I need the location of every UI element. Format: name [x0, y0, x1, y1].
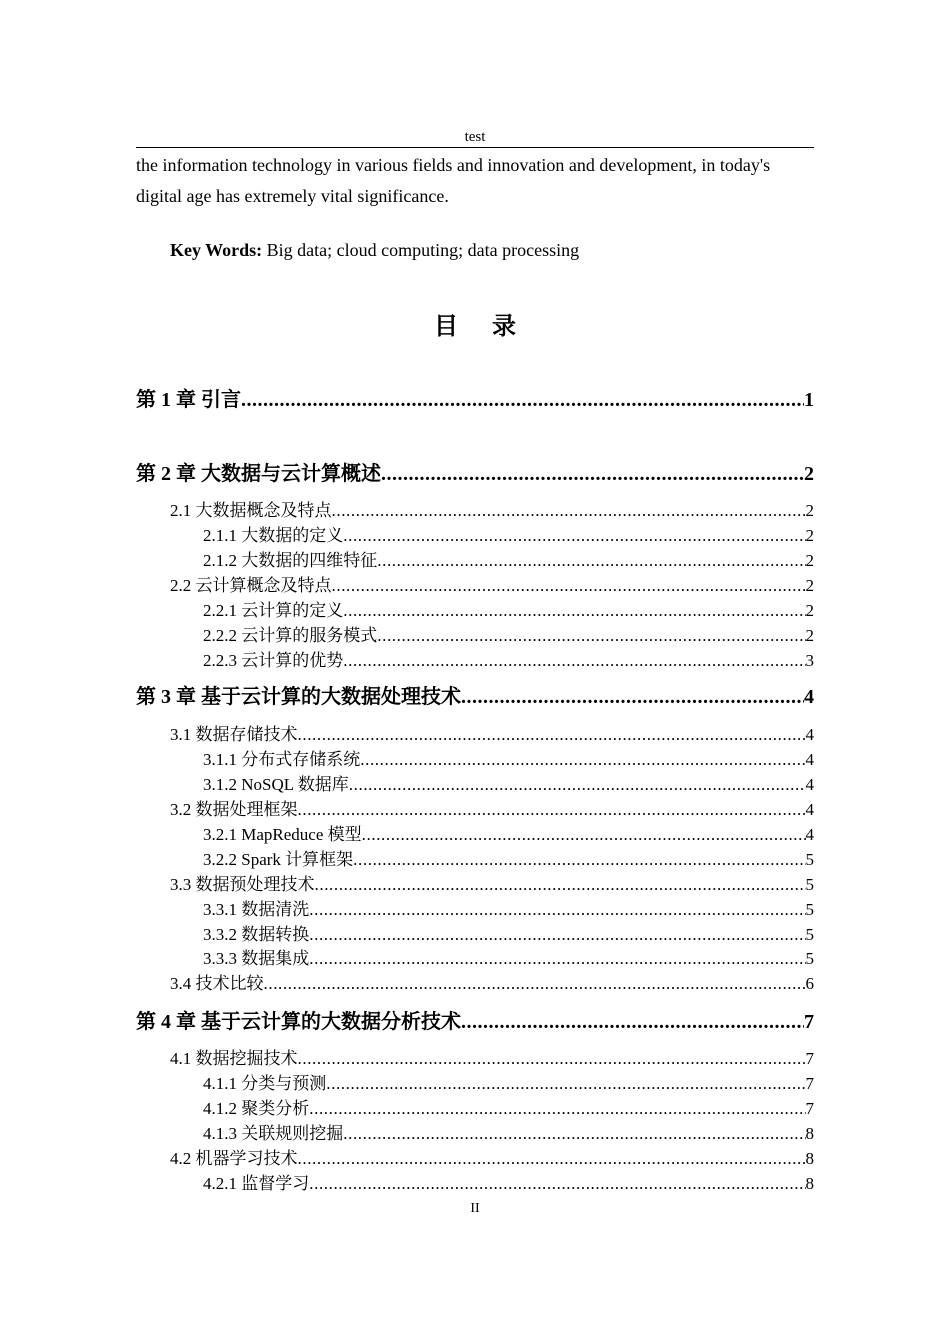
toc-entry-label: 4.1.1 分类与预测 [203, 1074, 327, 1093]
toc-title [0, 308, 950, 344]
toc-entry-page: 6 [805, 974, 814, 993]
toc-entry-label: 第 2 章 大数据与云计算概述 [136, 463, 381, 485]
toc-leader [332, 573, 806, 598]
toc-leader [298, 1046, 806, 1071]
toc-entry-2-1[interactable] [170, 498, 814, 523]
toc-entry-label: 2.2.2 云计算的服务模式 [203, 626, 378, 645]
toc-leader [298, 1146, 806, 1171]
toc-entry-page: 3 [805, 651, 814, 670]
toc-leader [343, 648, 805, 673]
toc-entry-label: 2.2.3 云计算的优势 [203, 651, 344, 670]
toc-entry-label: 3.2 数据处理框架 [170, 800, 298, 819]
toc-leader [309, 946, 805, 971]
toc-entry-2-2[interactable] [170, 573, 814, 598]
toc-leader [461, 682, 804, 712]
toc-entry-4-1-3[interactable] [203, 1121, 814, 1146]
toc-leader [381, 459, 804, 489]
toc-leader [298, 722, 806, 747]
toc-leader [309, 922, 805, 947]
toc-leader [309, 1096, 805, 1121]
toc-entry-2-2-2[interactable] [203, 623, 814, 648]
toc-entry-page: 2 [805, 626, 814, 645]
toc-entry-3-2-1[interactable] [203, 822, 814, 847]
toc-entry-2-1-1[interactable] [203, 523, 814, 548]
toc-entry-page: 7 [805, 1074, 814, 1093]
toc-leader [349, 772, 806, 797]
keywords-value: Big data; cloud computing; data processing [266, 240, 580, 260]
toc-entry-3-3-3[interactable] [203, 946, 814, 971]
toc-leader [309, 1171, 805, 1196]
toc-entry-4-1-1[interactable] [203, 1071, 814, 1096]
toc-leader [309, 897, 805, 922]
toc-entry-chapter-1[interactable] [136, 385, 814, 415]
toc-entry-label: 2.2.1 云计算的定义 [203, 601, 344, 620]
toc-entry-label: 4.1 数据挖掘技术 [170, 1049, 298, 1068]
toc-entry-3-4[interactable] [170, 971, 814, 996]
header-rule [136, 147, 814, 148]
toc-entry-2-2-3[interactable] [203, 648, 814, 673]
keywords-label: Key Words: [170, 240, 263, 260]
toc-entry-4-1[interactable] [170, 1046, 814, 1071]
toc-entry-label: 3.1 数据存储技术 [170, 725, 298, 744]
toc-title-char-2: 录 [492, 312, 516, 340]
toc-leader [461, 1007, 804, 1037]
toc-entry-page: 1 [804, 389, 814, 411]
page-number: II [470, 1201, 480, 1216]
toc-entry-page: 4 [805, 825, 814, 844]
toc-entry-4-1-2[interactable] [203, 1096, 814, 1121]
toc-entry-label: 第 3 章 基于云计算的大数据处理技术 [136, 686, 461, 708]
toc-leader [264, 971, 806, 996]
toc-entry-2-2-1[interactable] [203, 598, 814, 623]
toc-leader [362, 822, 806, 847]
toc-entry-2-1-2[interactable] [203, 548, 814, 573]
toc-leader [377, 623, 805, 648]
toc-entry-3-2-2[interactable] [203, 847, 814, 872]
toc-entry-page: 4 [805, 750, 814, 769]
toc-entry-page: 2 [805, 576, 814, 595]
toc-leader [377, 548, 805, 573]
toc-entry-4-2[interactable] [170, 1146, 814, 1171]
toc-entry-label: 2.1.2 大数据的四维特征 [203, 551, 378, 570]
toc-entry-label: 2.1.1 大数据的定义 [203, 526, 344, 545]
toc-title-char-1: 目 [434, 312, 458, 340]
toc-entry-page: 5 [805, 875, 814, 894]
toc-entry-page: 4 [805, 800, 814, 819]
keywords [170, 237, 579, 263]
toc-entry-label: 3.4 技术比较 [170, 974, 264, 993]
toc-entry-4-2-1[interactable] [203, 1171, 814, 1196]
toc-entry-3-3-2[interactable] [203, 922, 814, 947]
toc-entry-page: 5 [805, 925, 814, 944]
toc-entry-label: 3.2.2 Spark 计算框架 [203, 850, 354, 869]
abstract-line-1: the information technology in various fields and innovation and development, in today's [136, 155, 771, 175]
toc-entry-label: 4.1.3 关联规则挖掘 [203, 1124, 344, 1143]
toc-entry-page: 8 [805, 1149, 814, 1168]
toc-entry-label: 3.1.2 NoSQL 数据库 [203, 775, 349, 794]
toc-entry-page: 5 [805, 949, 814, 968]
toc-entry-page: 8 [805, 1124, 814, 1143]
toc-entry-3-1-1[interactable] [203, 747, 814, 772]
toc-leader [332, 498, 806, 523]
toc-entry-page: 2 [805, 526, 814, 545]
toc-entry-3-3[interactable] [170, 872, 814, 897]
toc-entry-page: 8 [805, 1174, 814, 1193]
toc-entry-page: 4 [805, 725, 814, 744]
toc-leader [298, 797, 806, 822]
abstract-line-2: digital age has extremely vital significance. [136, 186, 449, 206]
toc-leader [343, 1121, 805, 1146]
toc-entry-label: 4.1.2 聚类分析 [203, 1099, 310, 1118]
toc-entry-label: 3.3.1 数据清洗 [203, 900, 310, 919]
toc-entry-page: 4 [804, 686, 814, 708]
toc-entry-label: 4.2.1 监督学习 [203, 1174, 310, 1193]
toc-entry-page: 7 [804, 1011, 814, 1033]
toc-entry-label: 3.1.1 分布式存储系统 [203, 750, 361, 769]
toc-entry-page: 4 [805, 775, 814, 794]
toc-entry-chapter-4[interactable] [136, 1007, 814, 1037]
toc-entry-page: 2 [805, 601, 814, 620]
running-header: test [464, 129, 486, 145]
toc-entry-3-2[interactable] [170, 797, 814, 822]
toc-leader [315, 872, 806, 897]
toc-entry-chapter-3[interactable] [136, 682, 814, 712]
toc-entry-chapter-2[interactable] [136, 459, 814, 489]
toc-entry-label: 3.2.1 MapReduce 模型 [203, 825, 362, 844]
toc-entry-page: 7 [805, 1099, 814, 1118]
toc-leader [353, 847, 805, 872]
toc-entry-3-3-1[interactable] [203, 897, 814, 922]
toc-entry-page: 5 [805, 900, 814, 919]
toc-entry-label: 3.3.3 数据集成 [203, 949, 310, 968]
toc-entry-label: 第 4 章 基于云计算的大数据分析技术 [136, 1011, 461, 1033]
toc-leader [241, 385, 804, 415]
toc-entry-3-1[interactable] [170, 722, 814, 747]
toc-entry-label: 3.3 数据预处理技术 [170, 875, 315, 894]
toc-entry-label: 2.2 云计算概念及特点 [170, 576, 332, 595]
toc-leader [326, 1071, 805, 1096]
toc-entry-page: 7 [805, 1049, 814, 1068]
toc-entry-page: 5 [805, 850, 814, 869]
toc-entry-page: 2 [805, 551, 814, 570]
toc-entry-3-1-2[interactable] [203, 772, 814, 797]
toc-leader [343, 598, 805, 623]
toc-leader [360, 747, 805, 772]
toc-entry-label: 第 1 章 引言 [136, 389, 241, 411]
toc-entry-page: 2 [804, 463, 814, 485]
toc-leader [343, 523, 805, 548]
toc-entry-label: 2.1 大数据概念及特点 [170, 501, 332, 520]
toc-entry-page: 2 [805, 501, 814, 520]
toc-entry-label: 3.3.2 数据转换 [203, 925, 310, 944]
toc-entry-label: 4.2 机器学习技术 [170, 1149, 298, 1168]
